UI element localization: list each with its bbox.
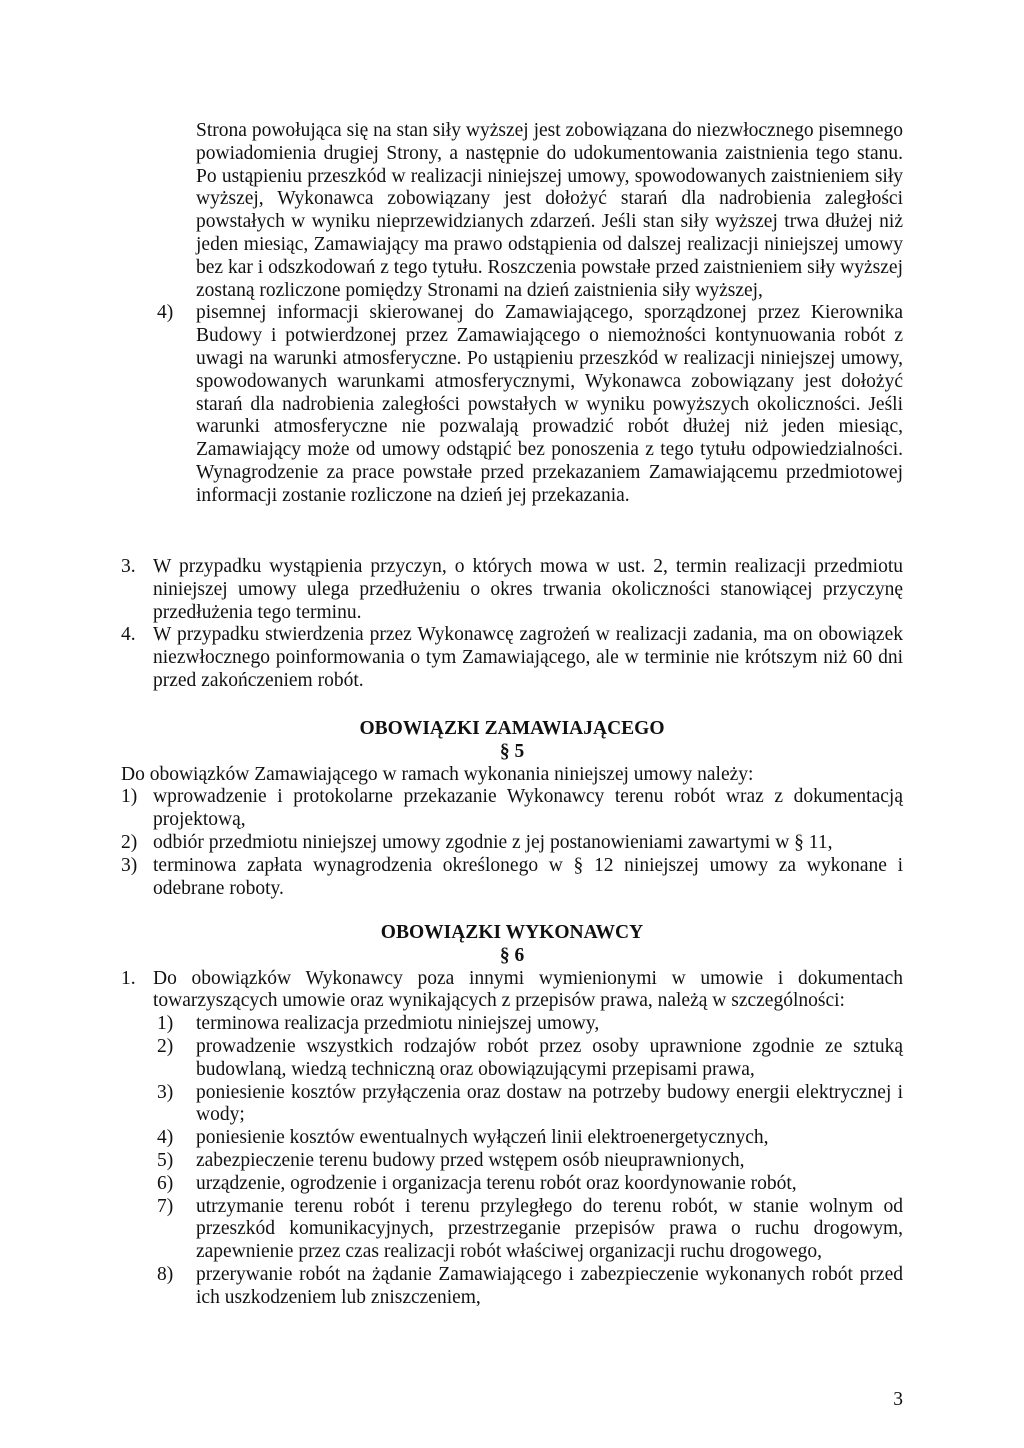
list-item-text: utrzymanie terenu robót i terenu przyległego do terenu robót, w stanie wolnym od przeszkód komunikacyjnych, przestrzeganie przepisów prawa o ruchu drogowym, zapewnienie przez czas realizacji robót właściwej organizacji ruchu drogowego, [196, 1195, 903, 1263]
section-intro: Do obowiązków Zamawiającego w ramach wykonania niniejszej umowy należy: [121, 763, 754, 785]
list-item [153, 120, 903, 302]
list-item-text: W przypadku wystąpienia przyczyn, o których mowa w ust. 2, termin realizacji przedmiotu niniejszej umowy ulega przedłużeniu o okres trwania okoliczności stanowiącej przyczynę przedłużenia tego terminu. [153, 556, 903, 623]
list-item [153, 1127, 903, 1150]
list-item-text: Strona powołująca się na stan siły wyższej jest zobowiązana do niezwłocznego pisemnego powiadomienia drugiej Strony, a następnie do udokumentowania zaistnienia tego stanu. Po ustąpieniu przeszkód w realizacji niniejszej umowy, spowodowanych zaistnieniem siły wyższej, Wykonawca zobowiązany jest dołożyć starań dla nadrobienia zaległości powstałych w wyniku nieprzewidzianych zdarzeń. Jeśli stan siły wyższej trwa dłużej niż jeden miesiąc, Zamawiający ma prawo odstąpienia od dalszej realizacji niniejszej umowy bez kar i odszkodowań z tego tytułu. Roszczenia powstałe przed zaistnieniem siły wyższej zostaną rozliczone pomiędzy Stronami na dzień zaistnienia siły wyższej, [196, 120, 903, 301]
list-item-text: W przypadku stwierdzenia przez Wykonawcę zagrożeń w realizacji zadania, ma on obowiązek niezwłocznego poinformowania o tym Zamawiającego, ale w terminie nie krótszym niż 60 dni przed zakończeniem robót. [153, 624, 903, 691]
list-item-number: 1) [157, 1013, 174, 1035]
list-item [153, 1013, 903, 1036]
list-item-number: 4) [157, 1127, 174, 1149]
list-item-text: terminowa zapłata wynagrodzenia określonego w § 12 niniejszej umowy za wykonane i odebrane roboty. [153, 854, 903, 899]
list-item-text: urządzenie, ogrodzenie i organizacja terenu robót oraz koordynowanie robót, [196, 1172, 797, 1194]
list-item [153, 1173, 903, 1196]
list-item-text: pisemnej informacji skierowanej do Zamawiającego, sporządzonej przez Kierownika Budowy i potwierdzonej przez Zamawiającego o niemożności kontynuowania robót z uwagi na warunki atmosferyczne. Po ustąpieniu przeszkód w realizacji niniejszej umowy, spowodowanych warunkami atmosferycznymi, Wykonawca zobowiązany jest dołożyć starań dla nadrobienia zaległości powstałych w wyniku powyższych okoliczności. Jeśli warunki atmosferyczne nie pozwalają prowadzić robót dłużej niż jeden miesiąc, Zamawiający może od umowy odstąpić bez ponoszenia z tego tytułu odpowiedzialności. Wynagrodzenie za prace powstałe przed przekazaniem Zamawiającemu przedmiotowej informacji zostanie rozliczone na dzień jej przekazania. [196, 302, 903, 506]
list-item [153, 1036, 903, 1082]
section-paragraph-number: § 6 [499, 944, 525, 966]
list-item-text: Do obowiązków Wykonawcy poza innymi wymienionymi w umowie i dokumentach towarzyszących umowie oraz wynikających z przepisów prawa, należą w szczególności: [153, 967, 903, 1012]
section-5 [121, 718, 903, 900]
list-item-number: 8) [157, 1263, 174, 1285]
list-item [121, 624, 903, 692]
list-item-number: 3. [121, 556, 136, 577]
list-item [121, 855, 903, 901]
section-title: OBOWIĄZKI ZAMAWIAJĄCEGO [359, 718, 665, 739]
list-item-text: wprowadzenie i protokolarne przekazanie Wykonawcy terenu robót wraz z dokumentacją projektową, [153, 786, 903, 831]
list-item-number: 4) [157, 302, 174, 324]
list-item-text: terminowa realizacja przedmiotu niniejszej umowy, [196, 1013, 600, 1035]
list-item [121, 556, 903, 624]
page-number: 3 [893, 1389, 903, 1410]
list-item-text: poniesienie kosztów przyłączenia oraz dostaw na potrzeby budowy energii elektrycznej i wody; [196, 1081, 903, 1126]
list-item-text: przerywanie robót na żądanie Zamawiającego i zabezpieczenie wykonanych robót przed ich uszkodzeniem lub zniszczeniem, [196, 1263, 903, 1308]
list-item [153, 1082, 903, 1128]
list-item-number: 1. [121, 967, 136, 989]
list-item-text: prowadzenie wszystkich rodzajów robót przez osoby uprawnione zgodnie ze sztuką budowlaną, wiedzą techniczną oraz obowiązującymi przepisami prawa, [196, 1035, 903, 1080]
list-item [121, 832, 903, 855]
list-item-number: 1) [121, 786, 138, 808]
list-item [153, 302, 903, 507]
list-item [121, 968, 903, 1014]
item-3-continuation [121, 120, 903, 508]
list-item-number: 6) [157, 1172, 174, 1194]
list-item [121, 786, 903, 832]
paragraph-points [121, 556, 903, 693]
list-item [153, 1196, 903, 1264]
list-item-number: 5) [157, 1149, 174, 1171]
list-item-text: poniesienie kosztów ewentualnych wyłączeń linii elektroenergetycznych, [196, 1127, 769, 1149]
list-item-number: 7) [157, 1195, 174, 1217]
list-item-text: zabezpieczenie terenu budowy przed wstępem osób nieuprawnionych, [196, 1149, 745, 1171]
section-6 [121, 922, 903, 1310]
list-item-number: 4. [121, 624, 136, 646]
list-item-number: 3) [121, 854, 138, 876]
list-item-number: 3) [157, 1081, 174, 1103]
list-item-number: 2) [121, 831, 138, 853]
list-item [153, 1150, 903, 1173]
list-item-text: odbiór przedmiotu niniejszej umowy zgodnie z jej postanowieniami zawartymi w § 11, [153, 831, 833, 853]
section-paragraph-number: § 5 [499, 740, 525, 762]
section-title: OBOWIĄZKI WYKONAWCY [380, 922, 644, 943]
list-item-number: 2) [157, 1035, 174, 1057]
list-item [153, 1264, 903, 1310]
